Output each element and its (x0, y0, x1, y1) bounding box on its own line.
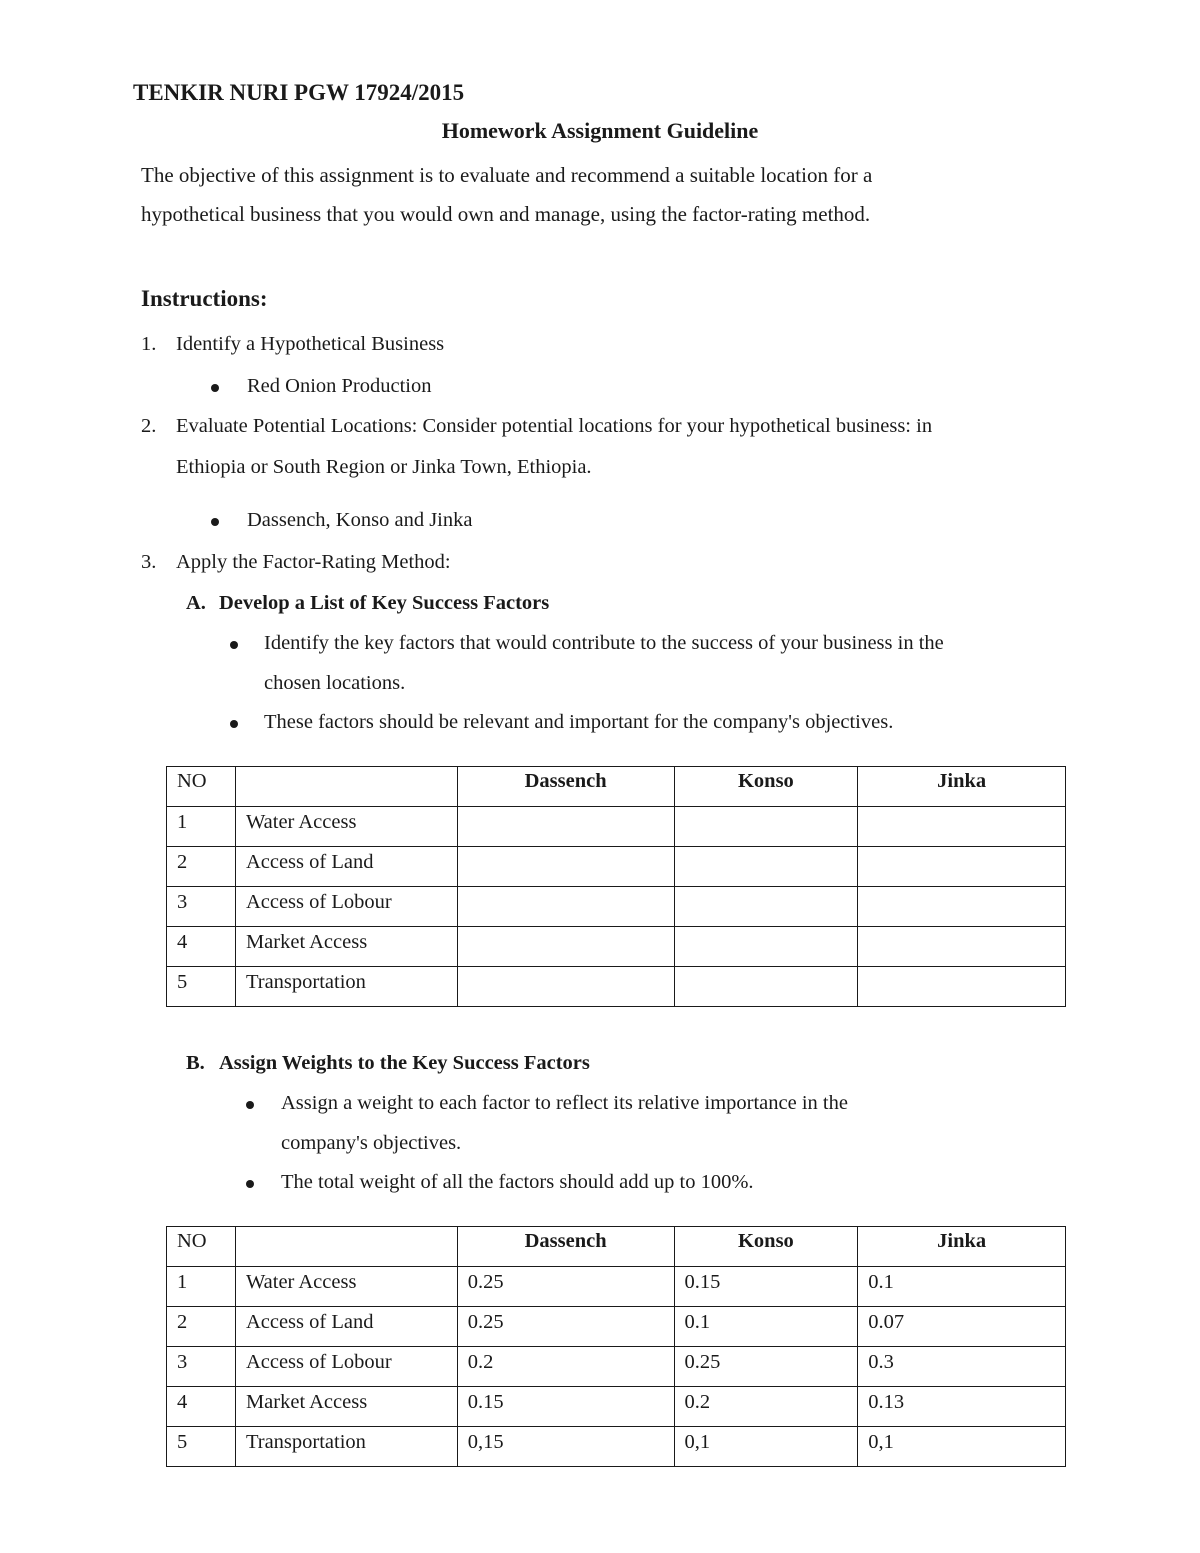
factor-table (166, 766, 1066, 1007)
weights-table (166, 1226, 1066, 1467)
table-cell (674, 887, 858, 927)
table-cell (858, 967, 1066, 1007)
table-cell: 5 (167, 967, 236, 1007)
table-cell: 2 (167, 1307, 236, 1347)
table-header-row (167, 1227, 1066, 1267)
item-1-number: 1. (141, 333, 157, 355)
item-2-line-2: Ethiopia or South Region or Jinka Town, Ethiopia. (176, 456, 592, 478)
table-cell (457, 807, 674, 847)
table-cell: 0.07 (858, 1307, 1066, 1347)
table-cell (674, 927, 858, 967)
table-cell: 4 (167, 927, 236, 967)
table-cell: 0.25 (457, 1307, 674, 1347)
header-cell-factor (235, 767, 457, 807)
header-cell-no: NO (167, 1227, 236, 1267)
table-cell: 0.15 (457, 1387, 674, 1427)
table-cell: Market Access (235, 927, 457, 967)
table-cell (858, 847, 1066, 887)
table-cell (858, 927, 1066, 967)
table-cell: 0.15 (674, 1267, 858, 1307)
section-b-bullet-1-line-1: Assign a weight to each factor to reflect its relative importance in the (281, 1092, 848, 1114)
item-1-text: Identify a Hypothetical Business (176, 333, 445, 355)
table-row (167, 887, 1066, 927)
table-cell: 3 (167, 1347, 236, 1387)
table-cell: 5 (167, 1427, 236, 1467)
table-cell: 0,15 (457, 1427, 674, 1467)
table-cell: 0.25 (674, 1347, 858, 1387)
table-cell (457, 847, 674, 887)
table-cell (674, 967, 858, 1007)
table-cell: 0,1 (858, 1427, 1066, 1467)
table-cell (674, 807, 858, 847)
bullet-icon (211, 384, 219, 392)
header-cell-konso: Konso (674, 767, 858, 807)
table-row (167, 967, 1066, 1007)
table-cell (457, 927, 674, 967)
table-row (167, 1347, 1066, 1387)
item-2-number: 2. (141, 415, 157, 437)
table-cell: 0,1 (674, 1427, 858, 1467)
item-3-number: 3. (141, 551, 157, 573)
table-cell: 1 (167, 807, 236, 847)
table-cell (858, 807, 1066, 847)
bullet-icon (246, 1180, 254, 1188)
table-row (167, 1427, 1066, 1467)
table-row (167, 847, 1066, 887)
table-cell: 0.2 (457, 1347, 674, 1387)
section-b-heading: Assign Weights to the Key Success Factors (219, 1052, 590, 1074)
bullet-icon (230, 720, 238, 728)
table-cell: Access of Lobour (235, 887, 457, 927)
instructions-heading: Instructions: (141, 286, 268, 311)
table-cell: Access of Land (235, 847, 457, 887)
table-cell (858, 887, 1066, 927)
table-cell: 3 (167, 887, 236, 927)
table-cell: 0.13 (858, 1387, 1066, 1427)
table-cell (457, 967, 674, 1007)
table-cell: 0.2 (674, 1387, 858, 1427)
section-a-bullet-2: These factors should be relevant and important for the company's objectives. (264, 711, 894, 733)
table-cell: 0.3 (858, 1347, 1066, 1387)
header-cell-factor (235, 1227, 457, 1267)
section-a-bullet-1-line-2: chosen locations. (264, 672, 406, 694)
author-line: TENKIR NURI PGW 17924/2015 (133, 80, 465, 105)
intro-line-2: hypothetical business that you would own and manage, using the factor-rating method. (141, 202, 871, 226)
table-row (167, 927, 1066, 967)
table-cell: 0.25 (457, 1267, 674, 1307)
table-cell: Water Access (235, 807, 457, 847)
table-cell: 0.1 (674, 1307, 858, 1347)
section-a-heading: Develop a List of Key Success Factors (219, 592, 550, 614)
table-cell: Transportation (235, 967, 457, 1007)
table-cell: 1 (167, 1267, 236, 1307)
bullet-icon (211, 518, 219, 526)
table-cell: Water Access (235, 1267, 457, 1307)
item-3-text: Apply the Factor-Rating Method: (176, 551, 451, 573)
table-cell: Market Access (235, 1387, 457, 1427)
header-cell-konso: Konso (674, 1227, 858, 1267)
table-cell: 2 (167, 847, 236, 887)
intro-line-1: The objective of this assignment is to evaluate and recommend a suitable location for a (141, 163, 873, 187)
section-a-label: A. (186, 592, 206, 614)
table-cell (674, 847, 858, 887)
table-row (167, 807, 1066, 847)
table-row (167, 1307, 1066, 1347)
table-row (167, 1267, 1066, 1307)
header-cell-jinka: Jinka (858, 1227, 1066, 1267)
item-2-bullet: Dassench, Konso and Jinka (247, 509, 473, 531)
table-cell (457, 887, 674, 927)
document-title: Homework Assignment Guideline (441, 118, 759, 143)
bullet-icon (246, 1101, 254, 1109)
item-1-bullet: Red Onion Production (247, 375, 432, 397)
header-cell-jinka: Jinka (858, 767, 1066, 807)
section-b-label: B. (186, 1052, 205, 1074)
bullet-icon (230, 641, 238, 649)
table-cell: 4 (167, 1387, 236, 1427)
table-header-row (167, 767, 1066, 807)
section-b-bullet-2: The total weight of all the factors should add up to 100%. (281, 1171, 754, 1193)
table-cell: Access of Lobour (235, 1347, 457, 1387)
header-cell-dassench: Dassench (457, 767, 674, 807)
section-b-bullet-1-line-2: company's objectives. (281, 1132, 462, 1154)
table-cell: Transportation (235, 1427, 457, 1467)
item-2-line-1: Evaluate Potential Locations: Consider potential locations for your hypothetical business: in (176, 415, 933, 437)
header-cell-dassench: Dassench (457, 1227, 674, 1267)
header-cell-no: NO (167, 767, 236, 807)
table-cell: 0.1 (858, 1267, 1066, 1307)
section-a-bullet-1-line-1: Identify the key factors that would contribute to the success of your business in the (264, 632, 944, 654)
table-cell: Access of Land (235, 1307, 457, 1347)
table-row (167, 1387, 1066, 1427)
